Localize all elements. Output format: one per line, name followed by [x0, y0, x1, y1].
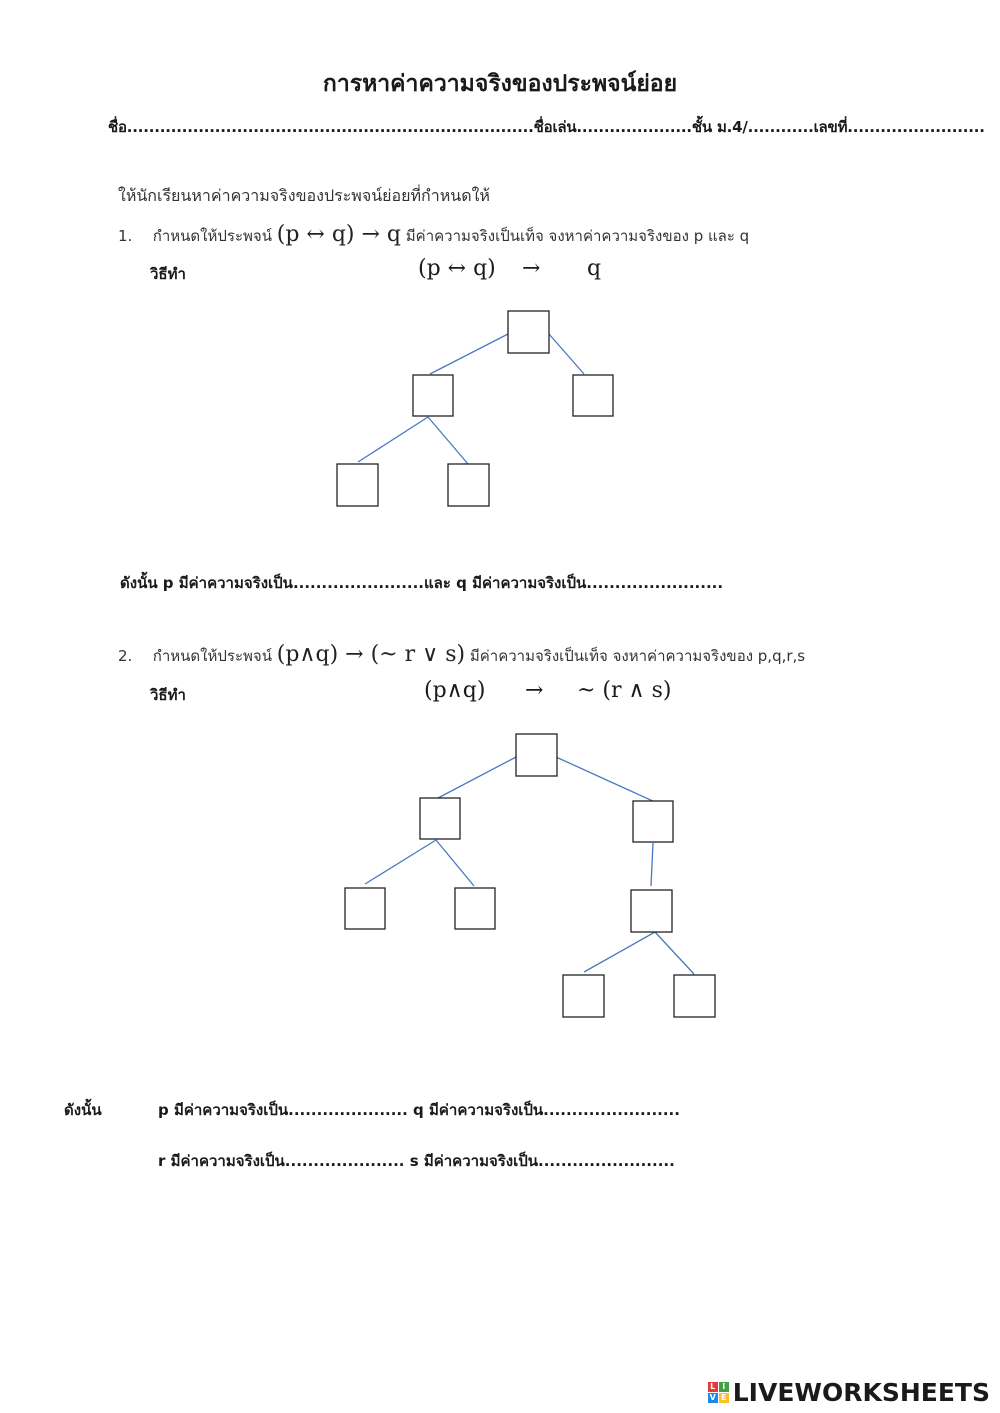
question-1-suffix: มีค่าความจริงเป็นเท็จ จงหาค่าความจริงของ p และ q [405, 227, 750, 245]
logo-mark-letter: V [709, 1393, 716, 1402]
tree2-leaf-box[interactable] [674, 975, 715, 1017]
question-1-tree-arrow: → [522, 256, 541, 281]
tree1-left-box[interactable] [413, 375, 453, 416]
tree2-leaf-box[interactable] [455, 888, 495, 929]
question-1-answer: ดังนั้น p มีค่าความจริงเป็น.......................และ q มีค่าความจริงเป็น........................ [120, 574, 724, 592]
question-1-prefix: กำหนดให้ประพจน์ [152, 227, 272, 245]
tree2-right-box[interactable] [633, 801, 673, 842]
logo-mark-letter: L [708, 1382, 718, 1392]
tree1-edge [358, 417, 428, 462]
question-2 [118, 642, 805, 668]
question-1-formula: (p ↔ q) → q [276, 222, 401, 247]
tree2-edge [584, 932, 655, 972]
question-1-tree-right: q [587, 256, 602, 281]
tree2-edge [556, 757, 655, 802]
logo-mark-letter: I [719, 1382, 729, 1392]
question-2-answer-line-1: p มีค่าความจริงเป็น..................... q มีค่าความจริงเป็น........................ [158, 1101, 680, 1119]
tree1-edge [428, 417, 468, 464]
question-2-suffix: มีค่าความจริงเป็นเท็จ จงหาค่าความจริงของ p,q,r,s [469, 647, 806, 665]
tree2-edge [436, 840, 474, 886]
tree2-root-box[interactable] [516, 734, 557, 776]
question-2-formula: (p∧q) → (~ r ∨ s) [276, 642, 466, 667]
question-1-method-label: วิธีทำ [150, 265, 186, 283]
tree1-leaf-box[interactable] [337, 464, 378, 506]
question-2-tree-arrow: → [525, 678, 544, 703]
tree2-left-box[interactable] [420, 798, 460, 839]
tree2-not-box[interactable] [631, 890, 672, 932]
liveworksheets-logo [708, 1378, 990, 1407]
logo-text: LIVEWORKSHEETS [732, 1378, 990, 1407]
instruction: ให้นักเรียนหาค่าความจริงของประพจน์ย่อยที่กำหนดให้ [118, 186, 490, 205]
student-info-line: ชื่อ..........................................................................ชื่อเล่น.....................ชั้น ม.4/............เลขที่......................... [108, 118, 985, 136]
question-2-tree-left: (p∧q) [424, 678, 486, 703]
question-2-tree-right: ~ (r ∧ s) [577, 678, 672, 703]
tree1-edge [430, 334, 508, 374]
question-2-answer-label: ดังนั้น [64, 1101, 102, 1119]
tree1-right-box[interactable] [573, 375, 613, 416]
tree2-leaf-box[interactable] [563, 975, 604, 1017]
logo-mark-icon [708, 1382, 729, 1403]
tree2-leaf-box[interactable] [345, 888, 385, 929]
tree1-edge [549, 334, 584, 374]
question-2-answer-line-2: r มีค่าความจริงเป็น..................... s มีค่าความจริงเป็น........................ [158, 1152, 675, 1170]
tree2-edge [365, 840, 436, 884]
tree2-edge [651, 843, 653, 886]
page-title: การหาค่าความจริงของประพจน์ย่อย [322, 71, 678, 97]
question-2-number: 2. [118, 647, 133, 665]
tree2-edge [438, 757, 516, 798]
question-2-method-label: วิธีทำ [150, 686, 186, 704]
tree1-leaf-box[interactable] [448, 464, 489, 506]
tree2-edge [655, 932, 694, 974]
logo-mark-letter: E [719, 1393, 729, 1403]
question-1-tree-left: (p ↔ q) [418, 256, 496, 281]
question-1-number: 1. [118, 227, 133, 245]
tree1-root-box[interactable] [508, 311, 549, 353]
question-2-prefix: กำหนดให้ประพจน์ [152, 647, 272, 665]
